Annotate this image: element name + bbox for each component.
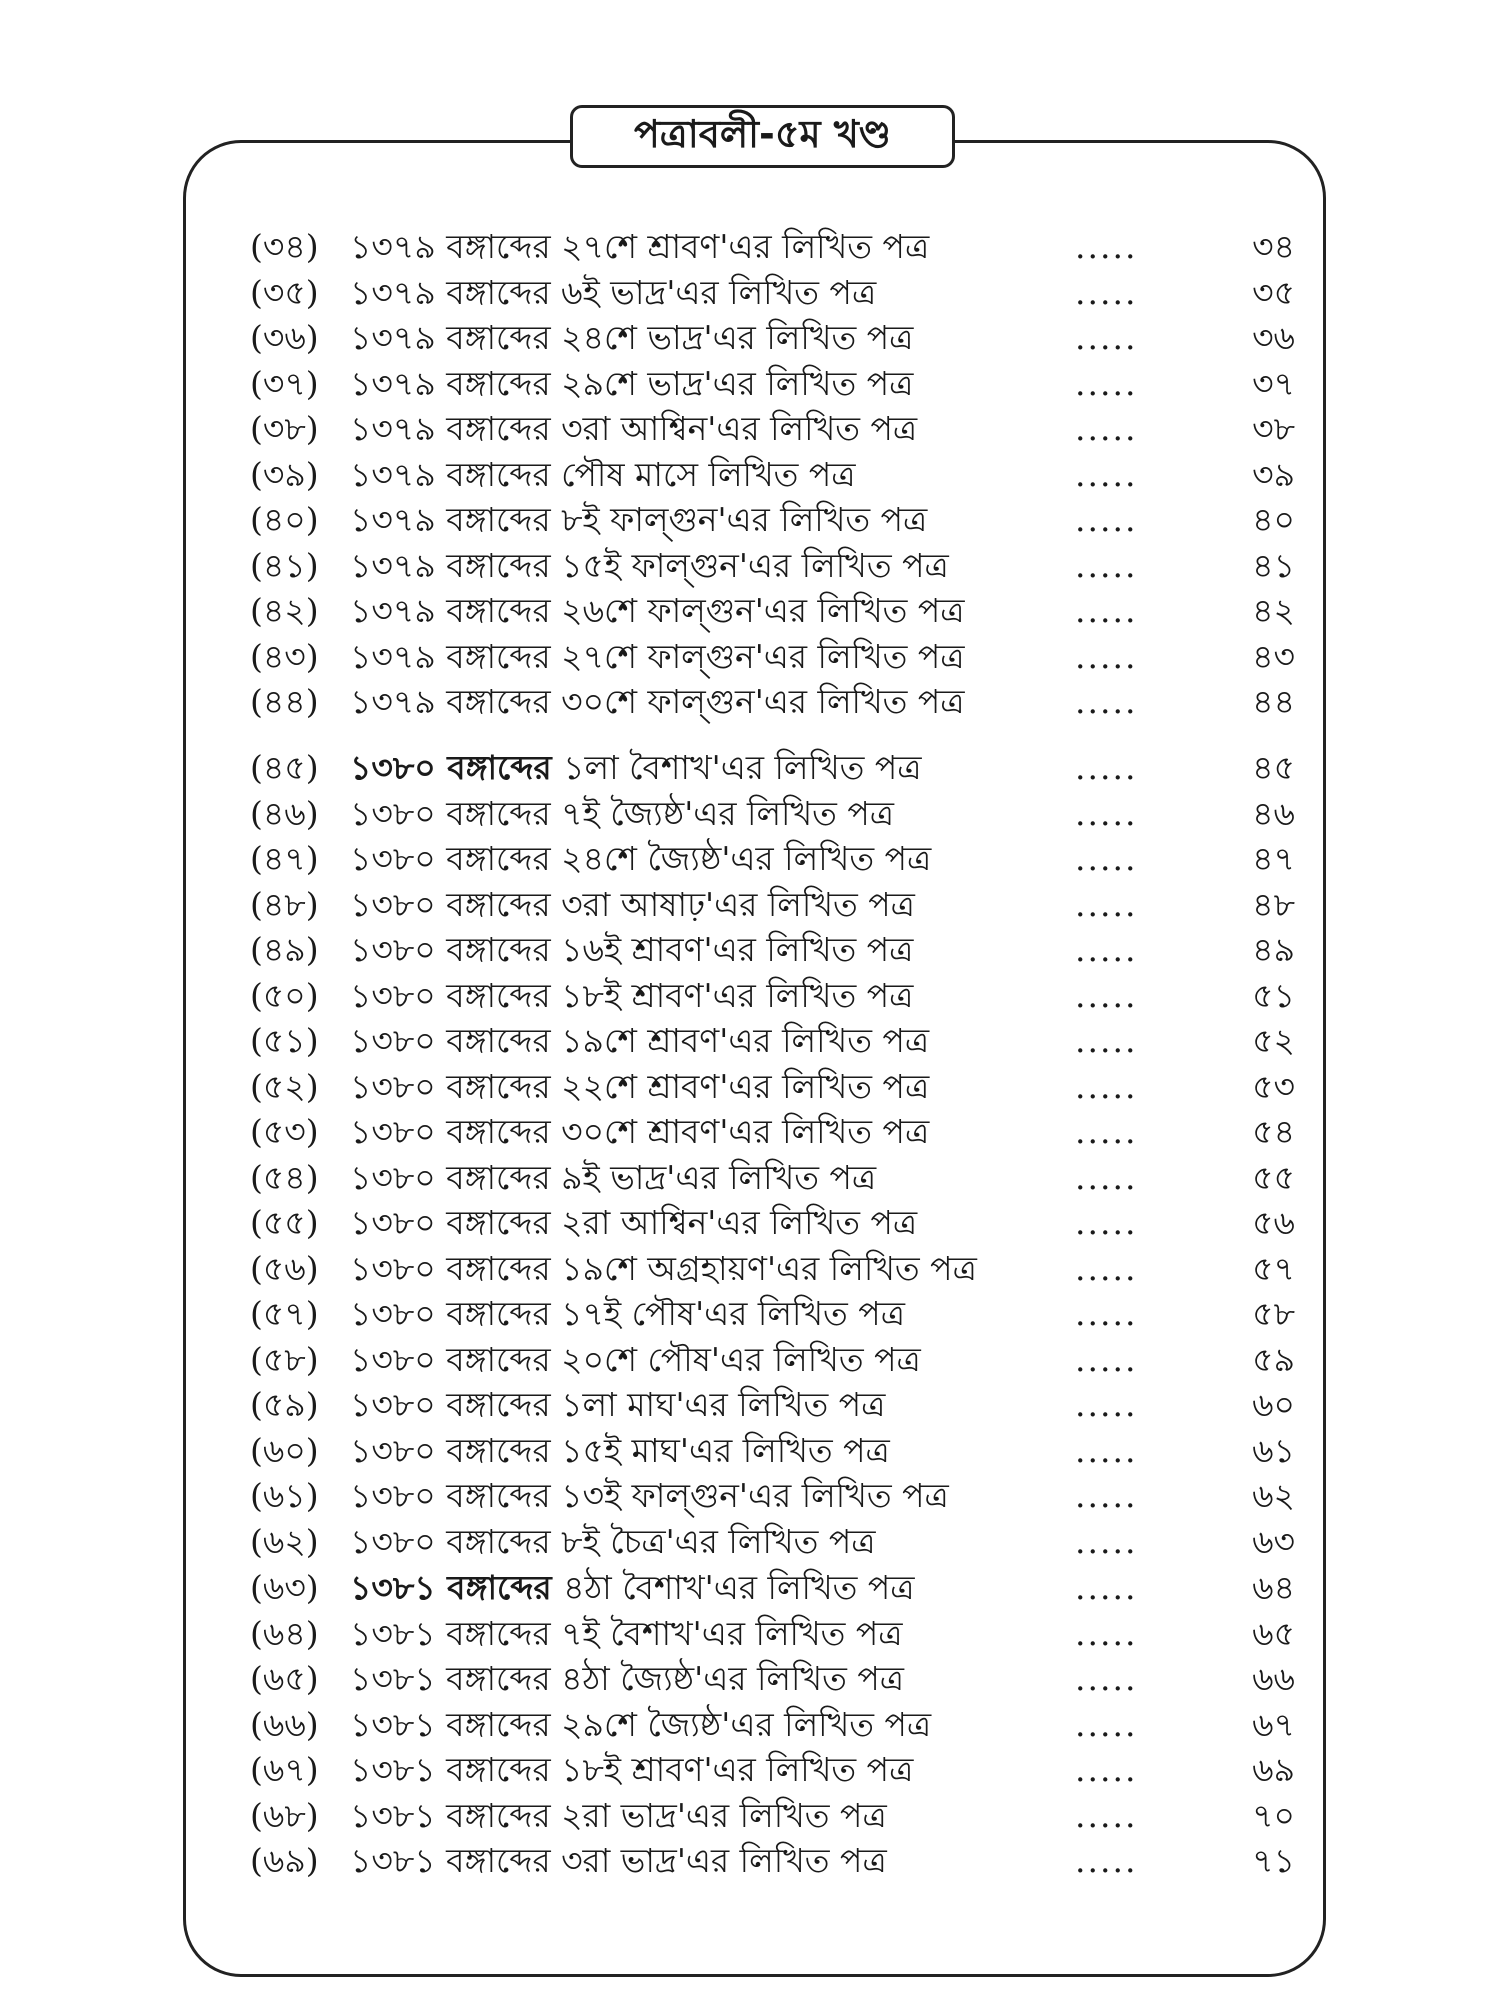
toc-row: [0, 635, 1500, 679]
dot-leader: .....: [1075, 227, 1138, 266]
entry-number: (৬১): [250, 1476, 319, 1515]
entry-date: ১৮ই শ্রাবণ'এর লিখিত পত্র: [561, 1750, 914, 1789]
page-number: ৪৯: [1252, 930, 1295, 969]
entry-title: [350, 1474, 949, 1518]
dot-leader: .....: [1075, 636, 1138, 676]
entry-year: ১৩৮০ বঙ্গাব্দের: [350, 884, 562, 924]
dot-leader: .....: [1075, 682, 1138, 721]
entry-year: ১৩৭৯ বঙ্গাব্দের: [350, 318, 562, 357]
entry-title: [350, 1065, 929, 1109]
entry-date: ১৫ই ফাল্গুন'এর লিখিত পত্র: [561, 545, 949, 585]
entry-number: (৬৫): [250, 1659, 319, 1698]
dot-leader: .....: [1075, 1203, 1138, 1242]
entry-title: [350, 1019, 929, 1063]
toc-row: [0, 498, 1500, 542]
page-number: ৪৮: [1252, 884, 1295, 924]
dot-leader: .....: [1075, 1521, 1138, 1561]
entry-title: [350, 792, 894, 836]
page-number: ৬০: [1252, 1385, 1295, 1424]
page-number: ৫৬: [1252, 1203, 1295, 1242]
entry-title: [350, 1703, 931, 1747]
entry-year: ১৩৮০ বঙ্গাব্দের: [350, 975, 562, 1015]
dot-leader: .....: [1075, 1568, 1138, 1607]
entry-number: (৩৫): [250, 272, 319, 312]
toc-row: [0, 1839, 1500, 1883]
page-number: ৪২: [1252, 591, 1295, 630]
toc-row: [0, 746, 1500, 790]
entry-year: ১৩৮০ বঙ্গাব্দের: [350, 748, 564, 787]
page-number: ৫৩: [1252, 1066, 1295, 1106]
entry-date: পৌষ মাসে লিখিত পত্র: [561, 454, 856, 494]
dot-leader: .....: [1075, 1704, 1138, 1744]
dot-leader: .....: [1075, 1112, 1138, 1151]
toc-row: [0, 792, 1500, 836]
toc-row: [0, 1703, 1500, 1747]
entry-number: (৩৮): [250, 409, 319, 448]
dot-leader: .....: [1075, 1795, 1138, 1835]
toc-row: [0, 1748, 1500, 1792]
page-number: ৩৯: [1252, 454, 1295, 494]
entry-date: ৮ই চৈত্র'এর লিখিত পত্র: [561, 1521, 876, 1561]
dot-leader: .....: [1075, 409, 1138, 448]
entry-number: (৪৯): [250, 930, 319, 969]
toc-row: [0, 1383, 1500, 1427]
entry-number: (৩৭): [250, 363, 319, 403]
entry-date: ৭ই বৈশাখ'এর লিখিত পত্র: [561, 1613, 903, 1653]
toc-row: [0, 407, 1500, 451]
entry-year: ১৩৭৯ বঙ্গাব্দের: [350, 682, 562, 721]
entry-year: ১৩৮০ বঙ্গাব্দের: [350, 1157, 562, 1197]
entry-year: ১৩৭৯ বঙ্গাব্দের: [350, 363, 562, 403]
page-number: ৪৭: [1252, 839, 1295, 878]
page-number: ৭০: [1252, 1795, 1295, 1835]
entry-number: (৬৩): [250, 1568, 319, 1607]
entry-number: (৪৮): [250, 884, 319, 924]
entry-year: ১৩৮১ বঙ্গাব্দের: [350, 1568, 564, 1607]
page-number: ৪৫: [1252, 748, 1295, 787]
entry-number: (৪০): [250, 500, 319, 539]
dot-leader: .....: [1075, 1339, 1138, 1379]
dot-leader: .....: [1075, 748, 1138, 787]
entry-year: ১৩৮১ বঙ্গাব্দের: [350, 1795, 562, 1835]
dot-leader: .....: [1075, 1750, 1138, 1789]
dot-leader: .....: [1075, 1430, 1138, 1470]
entry-number: (৪১): [250, 545, 319, 585]
entry-number: (৩৯): [250, 454, 319, 494]
entry-date: ২৪শে ভাদ্র'এর লিখিত পত্র: [561, 318, 914, 357]
entry-title: [350, 589, 965, 633]
page-number: ৬৬: [1252, 1659, 1295, 1698]
entry-date: ৩০শে ফাল্গুন'এর লিখিত পত্র: [561, 682, 965, 721]
toc-row: [0, 974, 1500, 1018]
entry-year: ১৩৮১ বঙ্গাব্দের: [350, 1613, 562, 1653]
entry-number: (৩৪): [250, 227, 319, 266]
entry-number: (৬৭): [250, 1750, 319, 1789]
entry-date: ৭ই জ্যৈষ্ঠ'এর লিখিত পত্র: [561, 793, 895, 833]
entry-title: [350, 746, 922, 790]
entry-date: ৮ই ফাল্গুন'এর লিখিত পত্র: [561, 500, 928, 539]
entry-title: [350, 544, 949, 588]
entry-year: ১৩৭৯ বঙ্গাব্দের: [350, 636, 562, 676]
entry-year: ১৩৮০ বঙ্গাব্দের: [350, 1066, 562, 1106]
dot-leader: .....: [1075, 884, 1138, 924]
entry-year: ১৩৭৯ বঙ্গাব্দের: [350, 409, 562, 448]
entry-number: (৪৭): [250, 839, 319, 878]
toc-row: [0, 1612, 1500, 1656]
dot-leader: .....: [1075, 1476, 1138, 1515]
toc-row: [0, 544, 1500, 588]
entry-number: (৫৭): [250, 1294, 319, 1333]
entry-number: (৪৬): [250, 793, 319, 833]
toc-row: [0, 1566, 1500, 1610]
dot-leader: .....: [1075, 1021, 1138, 1060]
toc-row: [0, 1292, 1500, 1336]
page-number: ৫২: [1252, 1021, 1295, 1060]
entry-year: ১৩৮১ বঙ্গাব্দের: [350, 1704, 562, 1744]
toc-row: [0, 316, 1500, 360]
page-number: ৪৪: [1252, 682, 1295, 721]
dot-leader: .....: [1075, 500, 1138, 539]
entry-number: (৩৬): [250, 318, 319, 357]
entry-title: [350, 1520, 875, 1564]
dot-leader: .....: [1075, 591, 1138, 630]
entry-date: ২৯শে ভাদ্র'এর লিখিত পত্র: [561, 363, 914, 403]
page-number: ৩৬: [1252, 318, 1295, 357]
dot-leader: .....: [1075, 1841, 1138, 1880]
entry-year: ১৩৮০ বঙ্গাব্দের: [350, 1021, 562, 1060]
toc-row: [0, 1429, 1500, 1473]
entry-number: (৫৫): [250, 1203, 319, 1242]
entry-year: ১৩৮০ বঙ্গাব্দের: [350, 1203, 562, 1242]
page-number: ৫৫: [1252, 1157, 1295, 1197]
page-number: ৬৩: [1252, 1521, 1295, 1561]
entry-year: ১৩৮০ বঙ্গাব্দের: [350, 930, 562, 969]
entry-year: ১৩৮০ বঙ্গাব্দের: [350, 839, 562, 878]
entry-year: ১৩৮০ বঙ্গাব্দের: [350, 1248, 562, 1288]
entry-title: [350, 1839, 887, 1883]
entry-title: [350, 1429, 890, 1473]
toc-row: [0, 225, 1500, 269]
toc-row: [0, 271, 1500, 315]
entry-number: (৫২): [250, 1066, 319, 1106]
page-number: ৬১: [1252, 1430, 1295, 1470]
dot-leader: .....: [1075, 545, 1138, 585]
entry-number: (৪২): [250, 591, 319, 630]
page-number: ৫৭: [1252, 1248, 1295, 1288]
entry-date: ২৪শে জ্যৈষ্ঠ'এর লিখিত পত্র: [561, 839, 932, 878]
page-number: ৫১: [1252, 975, 1295, 1015]
toc-row: [0, 1247, 1500, 1291]
page-number: ৭১: [1252, 1841, 1295, 1880]
toc-row: [0, 1474, 1500, 1518]
toc-row: [0, 1110, 1500, 1154]
entry-date: ১৩ই ফাল্গুন'এর লিখিত পত্র: [561, 1476, 949, 1515]
toc-row: [0, 1065, 1500, 1109]
entry-number: (৬২): [250, 1521, 319, 1561]
page-number: ৫৮: [1252, 1294, 1295, 1333]
entry-number: (৫৯): [250, 1385, 319, 1424]
entry-title: [350, 928, 913, 972]
toc-row: [0, 1019, 1500, 1063]
page-number: ৪১: [1252, 545, 1295, 585]
toc-row: [0, 1338, 1500, 1382]
entry-date: ২৬শে ফাল্গুন'এর লিখিত পত্র: [561, 591, 965, 630]
dot-leader: .....: [1075, 1385, 1138, 1424]
entry-date: ২রা ভাদ্র'এর লিখিত পত্র: [561, 1795, 887, 1835]
page-number: ৬২: [1252, 1476, 1295, 1515]
entry-date: ১৯শে অগ্রহায়ণ'এর লিখিত পত্র: [561, 1248, 977, 1288]
entry-date: ১লা বৈশাখ'এর লিখিত পত্র: [563, 748, 922, 787]
entry-number: (৪৩): [250, 636, 319, 676]
entry-title: [350, 974, 913, 1018]
entry-title: [350, 837, 931, 881]
entry-date: ১৮ই শ্রাবণ'এর লিখিত পত্র: [561, 975, 914, 1015]
dot-leader: .....: [1075, 1248, 1138, 1288]
entry-title: [350, 1247, 977, 1291]
dot-leader: .....: [1075, 839, 1138, 878]
entry-title: [350, 1156, 876, 1200]
entry-title: [350, 1338, 921, 1382]
entry-title: [350, 271, 876, 315]
entry-title: [350, 1748, 913, 1792]
dot-leader: .....: [1075, 1157, 1138, 1197]
entry-number: (৪৫): [250, 748, 319, 787]
entry-title: [350, 498, 927, 542]
entry-title: [350, 1292, 905, 1336]
entry-year: ১৩৮০ বঙ্গাব্দের: [350, 1430, 562, 1470]
page-number: ৬৯: [1252, 1750, 1295, 1789]
dot-leader: .....: [1075, 363, 1138, 403]
entry-date: ৯ই ভাদ্র'এর লিখিত পত্র: [561, 1157, 877, 1197]
page-number: ৩৮: [1252, 409, 1295, 448]
entry-date: ৩রা ভাদ্র'এর লিখিত পত্র: [561, 1841, 887, 1880]
entry-year: ১৩৮০ বঙ্গাব্দের: [350, 793, 562, 833]
toc-row: [0, 883, 1500, 927]
toc-row: [0, 928, 1500, 972]
entry-number: (৫৮): [250, 1339, 319, 1379]
entry-year: ১৩৮১ বঙ্গাব্দের: [350, 1659, 562, 1698]
toc-row: [0, 1657, 1500, 1701]
entry-number: (৫১): [250, 1021, 319, 1060]
page-number: ৬৪: [1252, 1568, 1295, 1607]
entry-date: ৪ঠা বৈশাখ'এর লিখিত পত্র: [563, 1568, 915, 1607]
page-number: ৩৫: [1252, 272, 1295, 312]
toc-row: [0, 680, 1500, 724]
dot-leader: .....: [1075, 975, 1138, 1015]
dot-leader: .....: [1075, 1066, 1138, 1106]
toc-row: [0, 1156, 1500, 1200]
entry-year: ১৩৭৯ বঙ্গাব্দের: [350, 500, 562, 539]
entry-title: [350, 362, 913, 406]
entry-number: (৫৬): [250, 1248, 319, 1288]
entry-number: (৬৯): [250, 1841, 319, 1880]
toc-row: [0, 362, 1500, 406]
entry-year: ১৩৮০ বঙ্গাব্দের: [350, 1521, 562, 1561]
entry-year: ১৩৮০ বঙ্গাব্দের: [350, 1294, 562, 1333]
toc-row: [0, 1201, 1500, 1245]
toc-row: [0, 837, 1500, 881]
page-number: ৪৩: [1252, 636, 1295, 676]
page-title: পত্রাবলী-৫ম খণ্ড: [570, 105, 955, 168]
entry-number: (৬৪): [250, 1613, 319, 1653]
page-number: ৩৪: [1252, 227, 1295, 266]
entry-date: ১লা মাঘ'এর লিখিত পত্র: [561, 1385, 886, 1424]
dot-leader: .....: [1075, 1659, 1138, 1698]
dot-leader: .....: [1075, 793, 1138, 833]
entry-date: ২০শে পৌষ'এর লিখিত পত্র: [561, 1339, 921, 1379]
entry-date: ৪ঠা জ্যৈষ্ঠ'এর লিখিত পত্র: [561, 1659, 904, 1698]
entry-date: ২২শে শ্রাবণ'এর লিখিত পত্র: [561, 1066, 930, 1106]
entry-number: (৪৪): [250, 682, 319, 721]
toc-row: [0, 1794, 1500, 1838]
entry-year: ১৩৮০ বঙ্গাব্দের: [350, 1339, 562, 1379]
entry-number: (৬৬): [250, 1704, 319, 1744]
entry-year: ১৩৮০ বঙ্গাব্দের: [350, 1112, 562, 1151]
entry-title: [350, 1566, 915, 1610]
page-number: ৩৭: [1252, 363, 1295, 403]
entry-year: ১৩৭৯ বঙ্গাব্দের: [350, 454, 562, 494]
toc-row: [0, 1520, 1500, 1564]
entry-title: [350, 1201, 917, 1245]
entry-title: [350, 680, 965, 724]
page-number: ৫৯: [1252, 1339, 1295, 1379]
toc-row: [0, 589, 1500, 633]
entry-date: ১৯শে শ্রাবণ'এর লিখিত পত্র: [561, 1021, 930, 1060]
dot-leader: .....: [1075, 318, 1138, 357]
entry-title: [350, 407, 917, 451]
entry-year: ১৩৮১ বঙ্গাব্দের: [350, 1841, 562, 1880]
entry-date: ৩রা আশ্বিন'এর লিখিত পত্র: [561, 409, 918, 448]
dot-leader: .....: [1075, 454, 1138, 494]
entry-year: ১৩৭৯ বঙ্গাব্দের: [350, 227, 562, 266]
page-number: ৪৬: [1252, 793, 1295, 833]
entry-title: [350, 635, 965, 679]
entry-year: ১৩৭৯ বঙ্গাব্দের: [350, 545, 562, 585]
dot-leader: .....: [1075, 272, 1138, 312]
dot-leader: .....: [1075, 1294, 1138, 1333]
entry-year: ১৩৭৯ বঙ্গাব্দের: [350, 591, 562, 630]
entry-date: ২৯শে জ্যৈষ্ঠ'এর লিখিত পত্র: [561, 1704, 932, 1744]
entry-year: ১৩৮০ বঙ্গাব্দের: [350, 1385, 562, 1424]
entry-title: [350, 1110, 929, 1154]
entry-number: (৫৪): [250, 1157, 319, 1197]
entry-title: [350, 883, 915, 927]
entry-date: ৬ই ভাদ্র'এর লিখিত পত্র: [561, 272, 877, 312]
entry-title: [350, 1657, 904, 1701]
entry-year: ১৩৮১ বঙ্গাব্দের: [350, 1750, 562, 1789]
entry-title: [350, 316, 913, 360]
page-number: ৬৭: [1252, 1704, 1295, 1744]
entry-date: ৩রা আষাঢ়'এর লিখিত পত্র: [561, 884, 915, 924]
entry-year: ১৩৭৯ বঙ্গাব্দের: [350, 272, 562, 312]
entry-number: (৫০): [250, 975, 319, 1015]
entry-number: (৫৩): [250, 1112, 319, 1151]
dot-leader: .....: [1075, 930, 1138, 969]
entry-year: ১৩৮০ বঙ্গাব্দের: [350, 1476, 562, 1515]
page-number: ৪০: [1252, 500, 1295, 539]
entry-date: ১৫ই মাঘ'এর লিখিত পত্র: [561, 1430, 890, 1470]
entry-date: ৩০শে শ্রাবণ'এর লিখিত পত্র: [561, 1112, 930, 1151]
entry-title: [350, 1383, 885, 1427]
entry-number: (৬৮): [250, 1795, 319, 1835]
entry-title: [350, 1794, 887, 1838]
entry-title: [350, 225, 929, 269]
dot-leader: .....: [1075, 1613, 1138, 1653]
entry-date: ১৬ই শ্রাবণ'এর লিখিত পত্র: [561, 930, 914, 969]
entry-date: ২রা আশ্বিন'এর লিখিত পত্র: [561, 1203, 918, 1242]
entry-date: ২৭শে ফাল্গুন'এর লিখিত পত্র: [561, 636, 965, 676]
entry-title: [350, 453, 856, 497]
entry-title: [350, 1612, 903, 1656]
page-number: ৫৪: [1252, 1112, 1295, 1151]
entry-number: (৬০): [250, 1430, 319, 1470]
toc-row: [0, 453, 1500, 497]
entry-date: ১৭ই পৌষ'এর লিখিত পত্র: [561, 1294, 905, 1333]
entry-date: ২৭শে শ্রাবণ'এর লিখিত পত্র: [561, 227, 930, 266]
page-number: ৬৫: [1252, 1613, 1295, 1653]
